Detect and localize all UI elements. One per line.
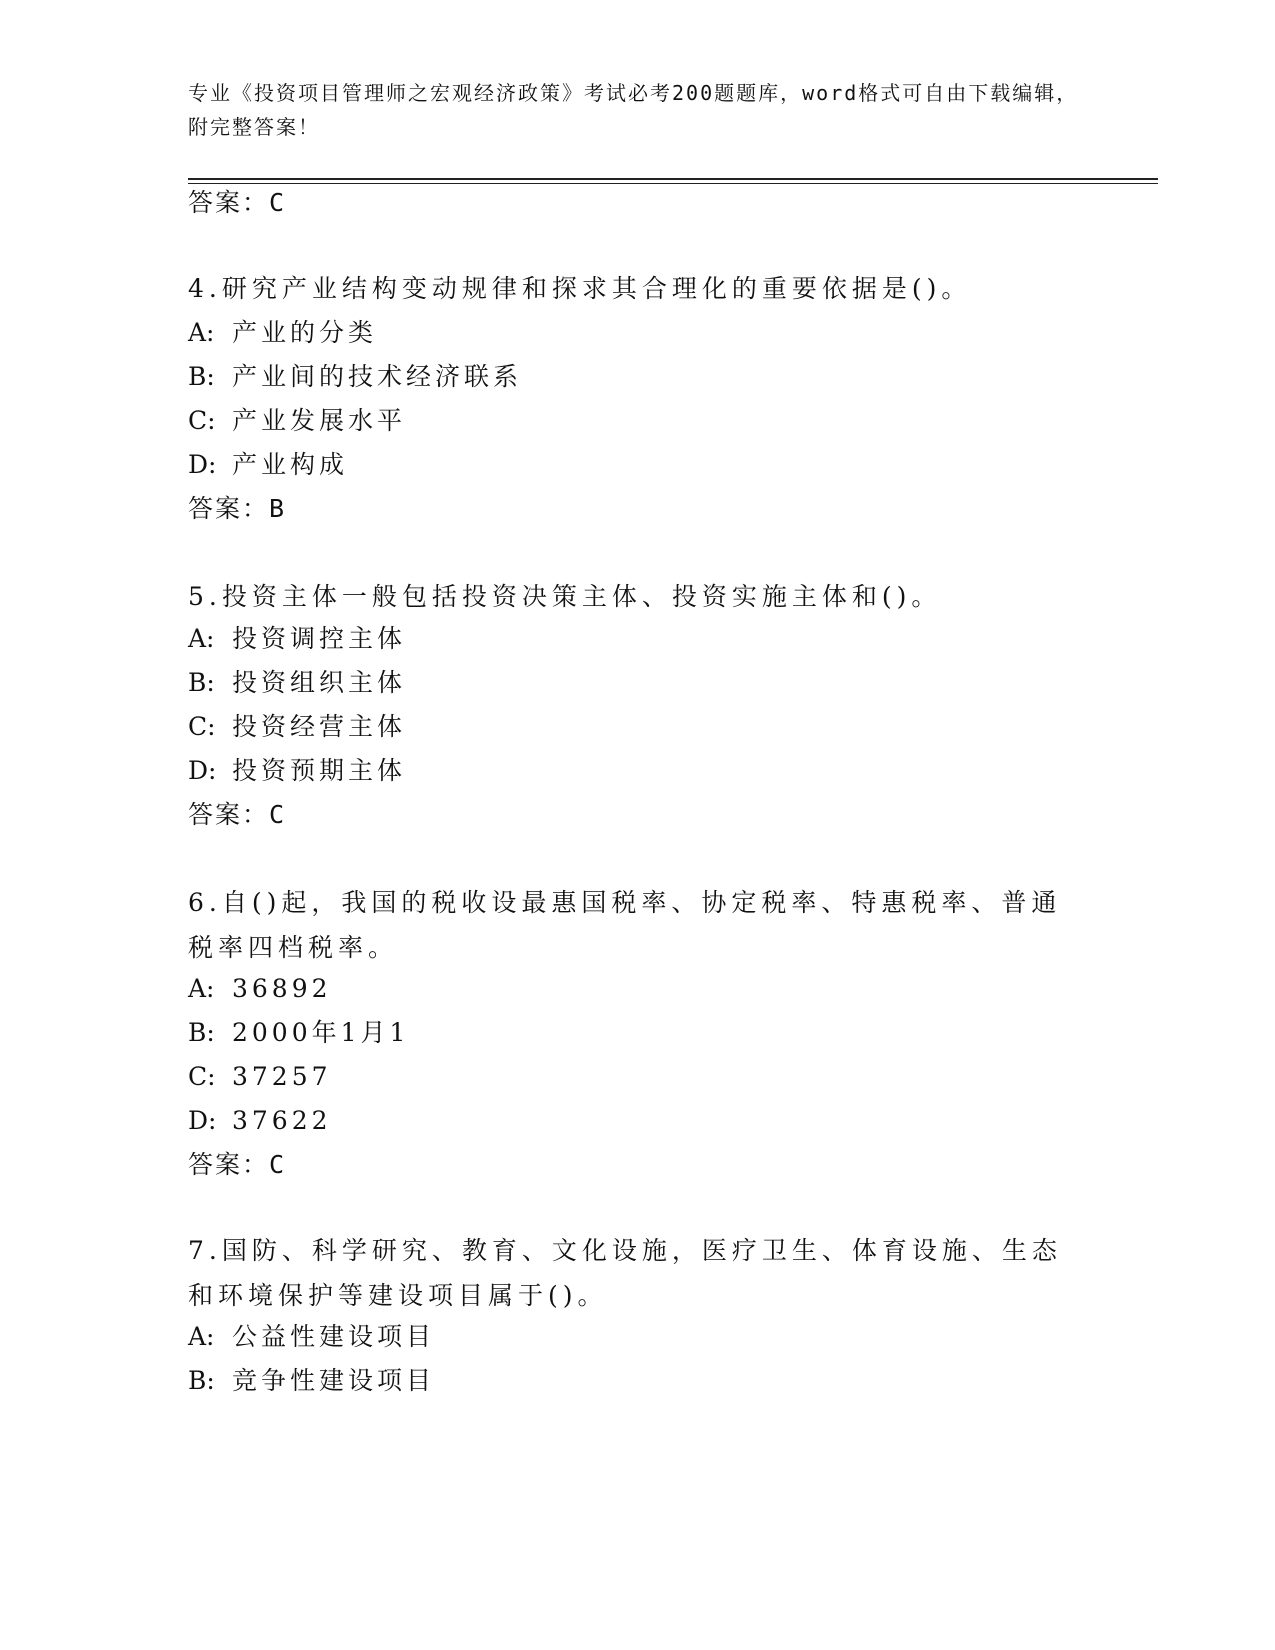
question-4-option-d: D: 产业构成 — [188, 450, 349, 479]
header-divider-thin — [188, 183, 1158, 184]
question-7-stem: 7.国防、科学研究、教育、文化设施，医疗卫生、体育设施、生态和环境保护等建设项目属于()。 — [188, 1236, 1062, 1310]
question-5-answer: 答案：C — [188, 800, 286, 829]
question-4-answer: 答案：B — [188, 494, 286, 523]
question-4-stem: 4.研究产业结构变动规律和探求其合理化的重要依据是()。 — [188, 274, 972, 303]
question-6-option-d: D: 37622 — [188, 1106, 332, 1135]
question-5-option-c: C: 投资经营主体 — [188, 712, 407, 741]
question-5-option-d: D: 投资预期主体 — [188, 756, 407, 785]
question-7-option-a: A: 公益性建设项目 — [188, 1322, 436, 1351]
question-5-stem: 5.投资主体一般包括投资决策主体、投资实施主体和()。 — [188, 582, 942, 611]
question-6-option-b: B: 2000年1月1 — [188, 1018, 410, 1047]
answer-value: C — [269, 188, 286, 217]
question-4-option-b: B: 产业间的技术经济联系 — [188, 362, 523, 391]
question-4-option-a: A: 产业的分类 — [188, 318, 378, 347]
question-7-option-b: B: 竞争性建设项目 — [188, 1366, 436, 1395]
question-6-option-c: C: 37257 — [188, 1062, 332, 1091]
question-6-answer: 答案：C — [188, 1150, 286, 1179]
header-divider — [188, 178, 1158, 180]
question-4-option-c: C: 产业发展水平 — [188, 406, 407, 435]
question-6-option-a: A: 36892 — [188, 974, 332, 1003]
answer-label: 答案： — [188, 188, 270, 217]
question-5-option-b: B: 投资组织主体 — [188, 668, 407, 697]
question-6-stem: 6.自()起，我国的税收设最惠国税率、协定税率、特惠税率、普通税率四档税率。 — [188, 888, 1062, 962]
answer-line — [188, 188, 285, 218]
question-5-option-a: A: 投资调控主体 — [188, 624, 407, 653]
document-header: 专业《投资项目管理师之宏观经济政策》考试必考200题题库，word格式可自由下载编辑，附完整答案！ — [188, 81, 1079, 139]
